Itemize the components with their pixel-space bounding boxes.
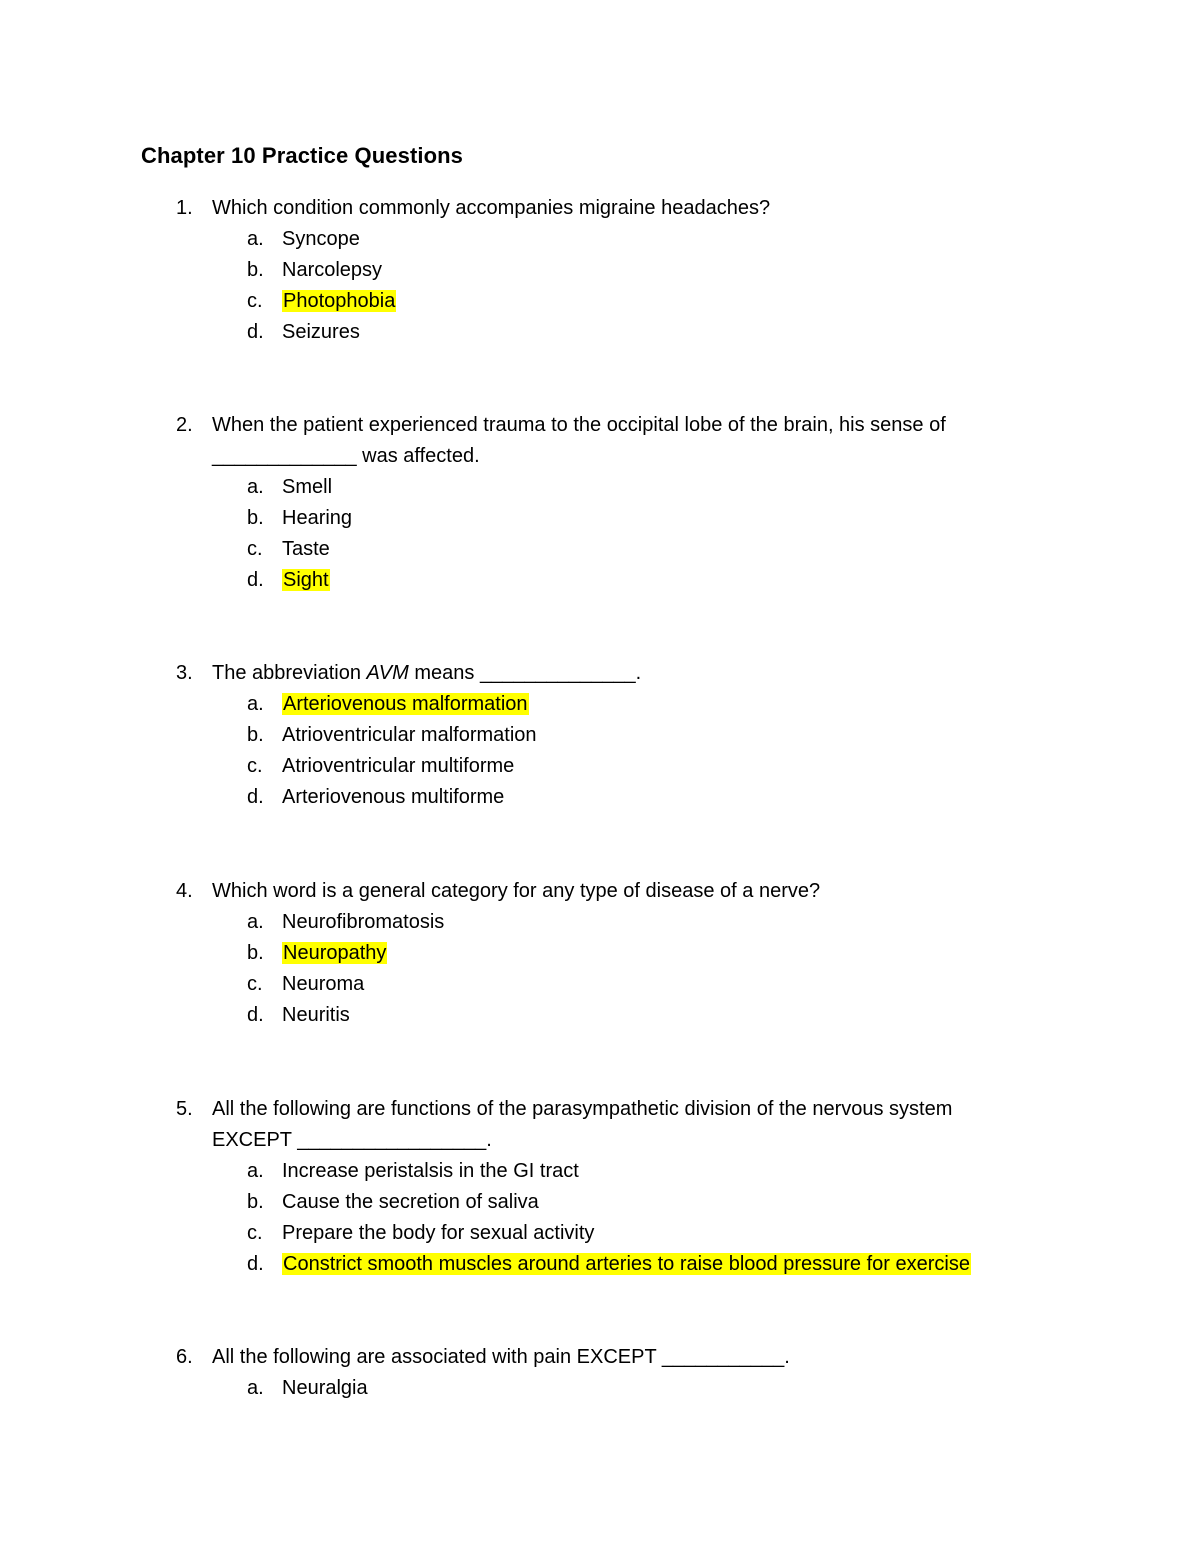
- question-text-part: means ______________.: [408, 662, 642, 684]
- answer-option: [176, 255, 1056, 286]
- question-text-part: The abbreviation: [212, 662, 367, 684]
- answer-option: [176, 751, 1056, 782]
- option-text-highlighted: [282, 565, 330, 596]
- answer-option: [176, 224, 1056, 255]
- answer-option: [176, 782, 1056, 813]
- answer-highlight: Arteriovenous malformation: [283, 693, 528, 715]
- option-letter: a.: [247, 476, 264, 498]
- option-letter: c.: [247, 538, 263, 560]
- question-line: [176, 1342, 1056, 1373]
- question-text: All the following are functions of the parasympathetic division of the nervous system: [212, 1098, 953, 1120]
- answer-highlight: Neuropathy: [283, 942, 387, 964]
- answer-option: [176, 969, 1056, 1000]
- question-1: [176, 193, 1056, 348]
- question-text: [212, 658, 641, 689]
- option-text: Taste: [282, 538, 330, 560]
- option-text: Neuralgia: [282, 1377, 368, 1399]
- answer-option: [176, 472, 1056, 503]
- question-text: When the patient experienced trauma to the occipital lobe of the brain, his sense of: [212, 414, 946, 436]
- option-letter: d.: [247, 321, 264, 343]
- question-text: Which word is a general category for any type of disease of a nerve?: [212, 880, 821, 902]
- question-text: All the following are associated with pain EXCEPT ___________.: [212, 1346, 790, 1368]
- option-text: Cause the secretion of saliva: [282, 1191, 539, 1213]
- question-number: 2.: [176, 414, 193, 436]
- answer-option-correct: [176, 1249, 1056, 1280]
- option-text: Increase peristalsis in the GI tract: [282, 1160, 579, 1182]
- option-letter: c.: [247, 973, 263, 995]
- option-letter: b.: [247, 259, 264, 281]
- question-4: [176, 876, 1056, 1031]
- answer-highlight: Sight: [283, 569, 329, 591]
- answer-option: [176, 720, 1056, 751]
- question-3: [176, 658, 1056, 813]
- question-text: Which condition commonly accompanies migraine headaches?: [212, 197, 771, 219]
- question-number: 5.: [176, 1098, 193, 1120]
- question-2: [176, 410, 1056, 596]
- option-text: Neuritis: [282, 1004, 350, 1026]
- question-text-italic: AVM: [366, 662, 409, 684]
- answer-option: [176, 1156, 1056, 1187]
- question-number: 4.: [176, 880, 193, 902]
- question-6: [176, 1342, 1056, 1404]
- question-line: [176, 410, 1056, 441]
- option-text: Atrioventricular multiforme: [282, 755, 515, 777]
- option-letter: a.: [247, 1377, 264, 1399]
- option-text-highlighted: [282, 1249, 971, 1280]
- question-line: [176, 658, 1056, 689]
- answer-option: [176, 1000, 1056, 1031]
- answer-option: [176, 1187, 1056, 1218]
- question-text: EXCEPT _________________.: [212, 1129, 492, 1151]
- option-text: Neuroma: [282, 973, 365, 995]
- option-letter: d.: [247, 786, 264, 808]
- option-letter: c.: [247, 1222, 263, 1244]
- answer-option: [176, 534, 1056, 565]
- option-letter: d.: [247, 1004, 264, 1026]
- answer-option-correct: [176, 689, 1056, 720]
- option-letter: b.: [247, 724, 264, 746]
- question-number: 3.: [176, 662, 193, 684]
- answer-highlight: Photophobia: [283, 290, 396, 312]
- option-text: Prepare the body for sexual activity: [282, 1222, 595, 1244]
- option-text: Seizures: [282, 321, 360, 343]
- question-text: _____________ was affected.: [212, 445, 480, 467]
- question-number: 1.: [176, 197, 193, 219]
- answer-option-correct: [176, 565, 1056, 596]
- option-text: Narcolepsy: [282, 259, 383, 281]
- answer-option: [176, 1373, 1056, 1404]
- option-letter: a.: [247, 1160, 264, 1182]
- answer-highlight: Constrict smooth muscles around arteries to raise blood pressure for exercise: [283, 1253, 970, 1275]
- option-letter: c.: [247, 755, 263, 777]
- answer-option: [176, 317, 1056, 348]
- question-line: [176, 1125, 1056, 1156]
- question-5: [176, 1094, 1056, 1280]
- option-text: Arteriovenous multiforme: [282, 786, 505, 808]
- option-text: Hearing: [282, 507, 353, 529]
- option-letter: a.: [247, 911, 264, 933]
- option-letter: b.: [247, 942, 264, 964]
- question-line: [176, 441, 1056, 472]
- question-line: [176, 1094, 1056, 1125]
- answer-option-correct: [176, 286, 1056, 317]
- question-line: [176, 876, 1056, 907]
- option-text-highlighted: [282, 689, 529, 720]
- answer-option: [176, 1218, 1056, 1249]
- question-line: [176, 193, 1056, 224]
- answer-option: [176, 907, 1056, 938]
- option-letter: b.: [247, 507, 264, 529]
- answer-option: [176, 503, 1056, 534]
- page-title: Chapter 10 Practice Questions: [141, 143, 464, 168]
- option-letter: d.: [247, 569, 264, 591]
- option-text: Atrioventricular malformation: [282, 724, 537, 746]
- option-text-highlighted: [282, 938, 387, 969]
- option-letter: c.: [247, 290, 263, 312]
- option-letter: a.: [247, 693, 264, 715]
- option-letter: b.: [247, 1191, 264, 1213]
- option-text: Neurofibromatosis: [282, 911, 445, 933]
- answer-option-correct: [176, 938, 1056, 969]
- option-text: Smell: [282, 476, 333, 498]
- option-letter: d.: [247, 1253, 264, 1275]
- option-text: Syncope: [282, 228, 360, 250]
- option-text-highlighted: [282, 286, 396, 317]
- question-number: 6.: [176, 1346, 193, 1368]
- option-letter: a.: [247, 228, 264, 250]
